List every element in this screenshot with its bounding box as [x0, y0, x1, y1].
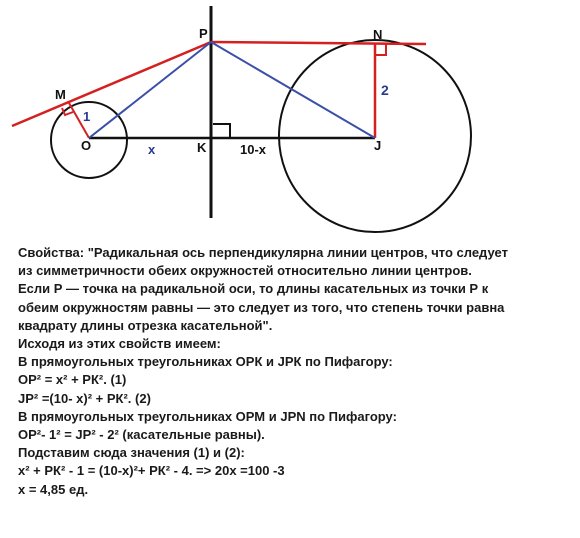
equation-2: JР² =(10- х)² + РК². (2): [18, 390, 151, 406]
label-point-j: J: [374, 138, 382, 153]
label-segment-kj: 10-x: [240, 142, 267, 157]
text-line: Свойства: "Радикальная ось перпендикулярна линии центров, что следует: [18, 245, 508, 260]
geometry-diagram: [0, 0, 580, 240]
equation-substitution: х² + РК² - 1 = (10-х)²+ РК² - 4. => 20х =100 -3: [18, 463, 285, 479]
label-radius-jn: 2: [381, 82, 389, 98]
right-angle-mark-k: [213, 124, 230, 138]
text-line: Подставим сюда значения (1) и (2):: [18, 445, 245, 461]
text-line: квадрату длины отрезка касательной".: [18, 317, 273, 333]
equation-tangents: ОР²- 1² = JР² - 2² (касательные равны).: [18, 427, 265, 443]
text-line: В прямоугольных треугольниках ОРМ и JРN по Пифагору:: [18, 408, 397, 424]
label-point-m: M: [55, 87, 66, 102]
text-line: Исходя из этих свойств имеем:: [18, 336, 221, 352]
text-line: из симметричности обеих окружностей относительно линии центров.: [18, 263, 472, 279]
tangent-pm: [12, 42, 211, 126]
segment-po: [89, 42, 211, 138]
text-line: Если Р — точка на радикальной оси, то длины касательных из точки Р к: [18, 281, 489, 297]
label-point-k: K: [197, 140, 207, 155]
label-point-p: P: [199, 26, 208, 41]
label-point-n: N: [373, 27, 383, 42]
label-point-o: O: [81, 138, 92, 153]
segment-pj: [211, 42, 375, 138]
solution-text: [18, 244, 574, 499]
equation-1: ОР² = х² + РК². (1): [18, 372, 127, 388]
right-angle-mark-n: [375, 44, 386, 55]
text-line: обеим окружностям равны — это следует из того, что степень точки равна: [18, 299, 505, 315]
text-line: В прямоугольных треугольниках ОРК и JРК по Пифагору:: [18, 354, 393, 370]
answer: х = 4,85 ед.: [18, 481, 89, 497]
label-radius-om: 1: [83, 109, 91, 124]
label-segment-ok: x: [148, 142, 156, 157]
